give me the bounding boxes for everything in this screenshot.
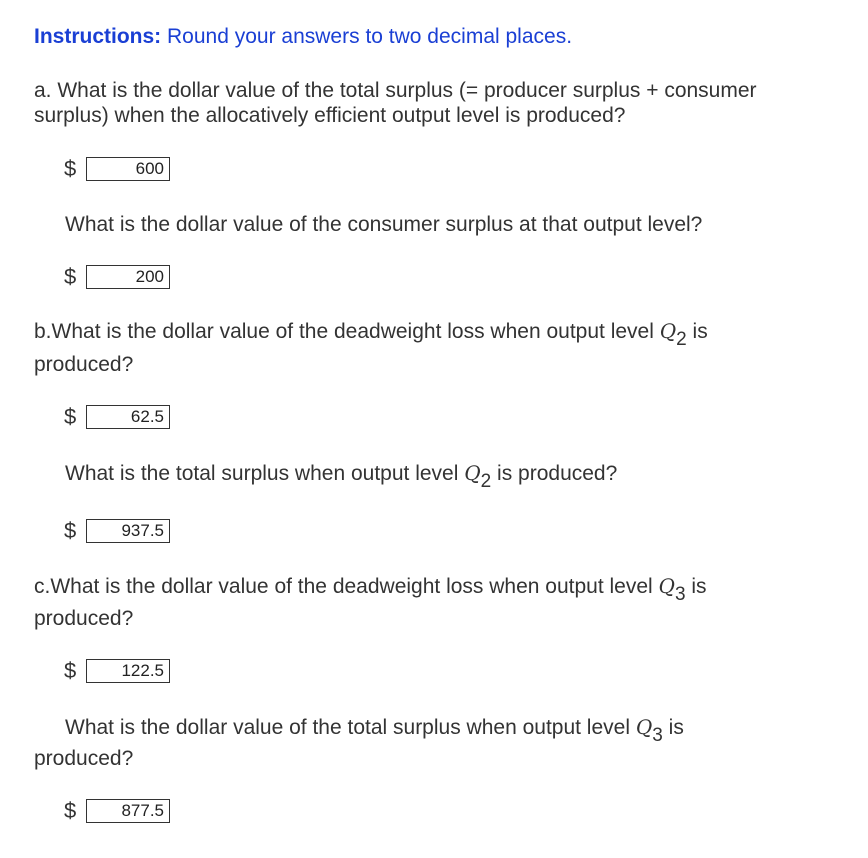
question-c2-line2: produced? (34, 747, 134, 770)
dollar-sign: $ (64, 264, 77, 289)
question-c2-text: What is the dollar value of the total surplus when output level (65, 716, 636, 739)
instructions-text: Round your answers to two decimal places. (161, 25, 573, 48)
answer-c2-input[interactable]: 877.5 (86, 799, 170, 823)
answer-b1-input[interactable]: 62.5 (86, 405, 170, 429)
dollar-sign: $ (64, 658, 77, 683)
question-c1-line2: produced? (34, 607, 134, 630)
dollar-sign: $ (64, 404, 77, 429)
question-b2 (65, 460, 618, 492)
question-a1-line2: surplus) when the allocatively efficient output level is produced? (34, 104, 626, 127)
question-b1-tail: is (686, 320, 708, 343)
question-c1-text: c.What is the dollar value of the deadweight loss when output level (34, 575, 659, 598)
answer-c1-input[interactable]: 122.5 (86, 659, 170, 683)
question-c2-tail: is (662, 716, 684, 739)
instructions (34, 24, 572, 50)
dollar-sign: $ (64, 798, 77, 823)
answer-a1-input[interactable]: 600 (86, 157, 170, 181)
question-b1-line2: produced? (34, 353, 134, 376)
question-b1-text: b.What is the dollar value of the deadweight loss when output level (34, 320, 660, 343)
question-c2-line1 (65, 714, 684, 746)
q2-variable: $Q_2$ (464, 461, 492, 492)
dollar-sign: $ (64, 156, 77, 181)
question-b2-text: What is the total surplus when output level (65, 462, 465, 485)
dollar-sign: $ (64, 518, 77, 543)
instructions-label: Instructions: (34, 25, 162, 48)
answer-a2-input[interactable]: 200 (86, 265, 170, 289)
question-a1-line1: a. What is the dollar value of the total surplus (= producer surplus + consumer (34, 79, 757, 102)
q3-variable: $Q_3$ (658, 574, 686, 605)
answer-b2-input[interactable]: 937.5 (86, 519, 170, 543)
question-a2: What is the dollar value of the consumer surplus at that output level? (65, 213, 703, 236)
q3-variable: $Q_3$ (635, 715, 663, 746)
q2-variable: $Q_2$ (659, 319, 687, 350)
question-c1-tail: is (685, 575, 707, 598)
question-b1-line1 (34, 318, 708, 350)
question-b2-tail: is produced? (491, 462, 618, 485)
question-c1-line1 (34, 573, 707, 605)
